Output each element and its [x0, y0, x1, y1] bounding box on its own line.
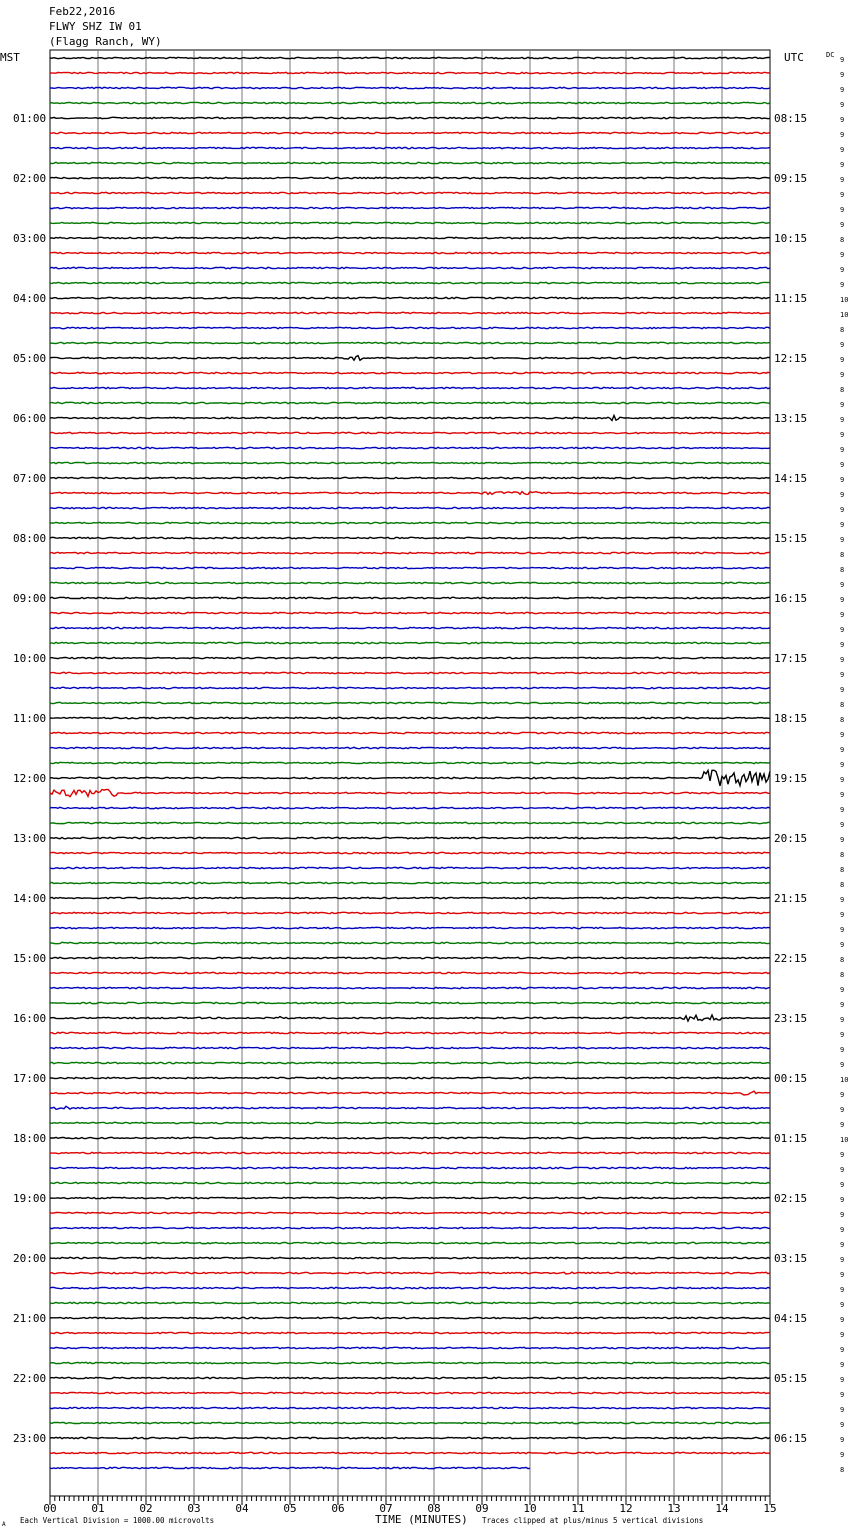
seismic-trace [50, 807, 770, 808]
seismic-trace [50, 1332, 770, 1333]
seismic-trace [50, 972, 770, 973]
seismic-trace [50, 447, 770, 448]
seismic-trace [50, 312, 770, 313]
dc-value: 9 [840, 281, 845, 289]
utc-hour-label: 23:15 [774, 1012, 808, 1025]
dc-value: 9 [840, 1421, 845, 1429]
seismic-trace [50, 356, 770, 361]
x-tick-label: 01 [91, 1502, 105, 1515]
dc-value: 9 [840, 521, 845, 529]
seismic-trace [50, 1002, 770, 1003]
seismic-trace [50, 1137, 770, 1138]
dc-value: 9 [840, 746, 845, 754]
utc-hour-label: 00:15 [774, 1072, 808, 1085]
dc-value: 9 [840, 206, 845, 214]
dc-value: 9 [840, 626, 845, 634]
dc-value: 9 [840, 221, 845, 229]
dc-value: 9 [840, 761, 845, 769]
x-tick-label: 04 [235, 1502, 249, 1515]
seismic-trace [50, 627, 770, 628]
mst-hour-label: 21:00 [13, 1312, 47, 1325]
seismic-trace [50, 1091, 770, 1095]
dc-value: 8 [840, 956, 845, 964]
seismic-trace [50, 1212, 770, 1213]
seismic-trace [50, 1287, 770, 1288]
dc-value: 9 [840, 1001, 845, 1009]
seismic-trace [50, 267, 770, 268]
dc-value: 9 [840, 401, 845, 409]
seismic-trace [50, 1106, 770, 1109]
dc-value: 9 [840, 1346, 845, 1354]
seismic-trace [50, 252, 770, 253]
dc-label: DC [826, 51, 835, 59]
seismic-trace [50, 702, 770, 703]
dc-value: 9 [840, 836, 845, 844]
dc-value: 9 [840, 1391, 845, 1399]
dc-value: 9 [840, 71, 845, 79]
dc-value: 9 [840, 1451, 845, 1459]
utc-hour-label: 15:15 [774, 532, 808, 545]
seismic-trace [50, 1015, 770, 1021]
seismic-trace [50, 717, 770, 718]
seismic-trace [50, 432, 770, 433]
dc-value: 9 [840, 641, 845, 649]
dc-value: 8 [840, 551, 845, 559]
seismic-trace [50, 492, 770, 495]
seismic-trace [50, 327, 770, 328]
seismic-trace [50, 297, 770, 298]
seismic-trace [50, 1317, 770, 1318]
dc-value: 9 [840, 1046, 845, 1054]
dc-value: 9 [840, 596, 845, 604]
seismic-trace [50, 1062, 770, 1063]
seismic-trace [50, 87, 770, 88]
utc-hour-label: 19:15 [774, 772, 808, 785]
seismic-trace [50, 1272, 770, 1274]
x-tick-label: 13 [667, 1502, 681, 1515]
dc-value: 9 [840, 161, 845, 169]
dc-value: 9 [840, 1271, 845, 1279]
seismic-trace [50, 1032, 770, 1033]
mst-hour-label: 15:00 [13, 952, 47, 965]
utc-hour-label: 09:15 [774, 172, 808, 185]
seismic-trace [50, 867, 770, 868]
seismic-trace [50, 372, 770, 373]
dc-value: 9 [840, 791, 845, 799]
dc-value: 9 [840, 686, 845, 694]
dc-value: 9 [840, 101, 845, 109]
mst-hour-label: 08:00 [13, 532, 47, 545]
seismic-trace [50, 657, 770, 658]
mst-hour-label: 22:00 [13, 1372, 47, 1385]
seismic-trace [50, 1257, 770, 1258]
dc-value: 9 [840, 341, 845, 349]
dc-value: 9 [840, 1211, 845, 1219]
dc-value: 9 [840, 1181, 845, 1189]
x-tick-label: 12 [619, 1502, 633, 1515]
x-tick-label: 10 [523, 1502, 537, 1515]
seismic-trace [50, 1302, 770, 1303]
utc-hour-label: 16:15 [774, 592, 808, 605]
dc-value: 8 [840, 701, 845, 709]
seismic-trace [50, 192, 770, 193]
seismic-trace [50, 957, 770, 958]
seismic-trace [50, 507, 770, 508]
seismic-trace [50, 177, 770, 178]
dc-value: 9 [840, 806, 845, 814]
dc-value: 9 [840, 446, 845, 454]
seismic-trace [50, 162, 770, 163]
dc-value: 9 [840, 251, 845, 259]
seismic-trace [50, 222, 770, 223]
utc-hour-label: 20:15 [774, 832, 808, 845]
dc-value: 9 [840, 1286, 845, 1294]
seismic-trace [50, 522, 770, 523]
seismic-trace [50, 790, 770, 797]
x-tick-label: 06 [331, 1502, 345, 1515]
seismic-trace [50, 762, 770, 763]
mst-hour-label: 01:00 [13, 112, 47, 125]
x-tick-label: 03 [187, 1502, 201, 1515]
dc-value: 9 [840, 611, 845, 619]
dc-value: 9 [840, 1361, 845, 1369]
dc-value: 9 [840, 86, 845, 94]
utc-hour-label: 22:15 [774, 952, 808, 965]
dc-value: 9 [840, 191, 845, 199]
utc-hour-label: 01:15 [774, 1132, 808, 1145]
seismic-trace [50, 1077, 770, 1078]
seismic-trace [50, 132, 770, 133]
seismic-trace [50, 927, 770, 928]
mst-hour-label: 09:00 [13, 592, 47, 605]
utc-hour-label: 18:15 [774, 712, 808, 725]
dc-value: 9 [840, 1376, 845, 1384]
dc-value: 9 [840, 896, 845, 904]
seismic-trace [50, 912, 770, 913]
seismic-trace [50, 1347, 770, 1348]
mst-hour-label: 17:00 [13, 1072, 47, 1085]
seismic-trace [50, 1182, 770, 1183]
seismic-trace [50, 1197, 770, 1198]
x-tick-label: 00 [43, 1502, 57, 1515]
seismic-trace [50, 612, 770, 613]
seismic-trace [50, 882, 770, 883]
seismic-trace [50, 552, 770, 553]
seismic-trace [50, 1407, 770, 1408]
seismic-trace [50, 147, 770, 148]
seismic-trace [50, 1392, 770, 1393]
mst-hour-label: 18:00 [13, 1132, 47, 1145]
seismic-trace [50, 102, 770, 103]
plot-date: Feb22,2016 [49, 5, 116, 18]
mst-hour-label: 02:00 [13, 172, 47, 185]
seismic-trace [50, 897, 770, 898]
dc-value: 9 [840, 491, 845, 499]
seismic-trace [50, 1452, 770, 1453]
x-tick-label: 11 [571, 1502, 585, 1515]
dc-value: 9 [840, 416, 845, 424]
x-tick-label: 14 [715, 1502, 729, 1515]
corner-mark: A [2, 1521, 6, 1528]
dc-value: 9 [840, 536, 845, 544]
dc-value: 9 [840, 461, 845, 469]
seismic-trace [50, 416, 770, 421]
seismic-trace [50, 402, 770, 403]
seismic-trace [50, 282, 770, 283]
seismic-trace [50, 537, 770, 538]
seismic-trace [50, 1242, 770, 1243]
dc-value: 9 [840, 506, 845, 514]
dc-value: 9 [840, 986, 845, 994]
dc-value: 9 [840, 731, 845, 739]
mst-hour-label: 10:00 [13, 652, 47, 665]
dc-value: 8 [840, 1466, 845, 1474]
dc-value: 8 [840, 236, 845, 244]
dc-value: 9 [840, 266, 845, 274]
dc-value: 10 [840, 1076, 849, 1084]
x-axis-title: TIME (MINUTES) [375, 1513, 468, 1526]
mst-hour-label: 19:00 [13, 1192, 47, 1205]
mst-hour-label: 04:00 [13, 292, 47, 305]
dc-value: 9 [840, 176, 845, 184]
utc-hour-label: 14:15 [774, 472, 808, 485]
seismic-trace [50, 1377, 770, 1378]
mst-hour-label: 20:00 [13, 1252, 47, 1265]
x-tick-label: 07 [379, 1502, 393, 1515]
dc-value: 9 [840, 1301, 845, 1309]
utc-hour-label: 17:15 [774, 652, 808, 665]
dc-value: 8 [840, 716, 845, 724]
dc-value: 10 [840, 311, 849, 319]
x-tick-label: 02 [139, 1502, 153, 1515]
utc-hour-label: 02:15 [774, 1192, 808, 1205]
seismic-trace [50, 57, 770, 58]
seismic-trace [50, 1362, 770, 1363]
seismic-trace [50, 1047, 770, 1048]
dc-value: 9 [840, 431, 845, 439]
seismic-trace [50, 597, 770, 598]
station-code: FLWY SHZ IW 01 [49, 20, 142, 33]
dc-value: 9 [840, 1166, 845, 1174]
dc-value: 9 [840, 1031, 845, 1039]
dc-value: 9 [840, 1151, 845, 1159]
seismic-trace [50, 1227, 770, 1228]
x-tick-label: 09 [475, 1502, 489, 1515]
dc-value: 9 [840, 656, 845, 664]
mst-axis-label: MST [0, 51, 20, 64]
mst-hour-label: 16:00 [13, 1012, 47, 1025]
dc-value: 9 [840, 1226, 845, 1234]
seismic-trace [50, 822, 770, 823]
x-tick-label: 08 [427, 1502, 441, 1515]
dc-value: 9 [840, 776, 845, 784]
dc-value: 9 [840, 926, 845, 934]
dc-value: 9 [840, 1436, 845, 1444]
dc-value: 9 [840, 821, 845, 829]
dc-value: 9 [840, 1121, 845, 1129]
utc-hour-label: 12:15 [774, 352, 808, 365]
seismic-trace [50, 387, 770, 388]
dc-value: 9 [840, 1091, 845, 1099]
scale-note: Each Vertical Division = 1000.00 microvolts [20, 1516, 215, 1525]
seismic-trace [50, 207, 770, 208]
seismic-trace [50, 837, 770, 838]
seismic-trace [50, 642, 770, 643]
seismic-trace [50, 342, 770, 343]
seismic-trace [50, 72, 770, 73]
mst-hour-label: 13:00 [13, 832, 47, 845]
mst-hour-label: 11:00 [13, 712, 47, 725]
utc-hour-label: 06:15 [774, 1432, 808, 1445]
seismic-trace [50, 117, 770, 118]
dc-value: 10 [840, 1136, 849, 1144]
seismic-trace [50, 770, 770, 786]
seismic-trace [50, 852, 770, 853]
mst-hour-label: 14:00 [13, 892, 47, 905]
dc-value: 9 [840, 1316, 845, 1324]
utc-hour-label: 11:15 [774, 292, 808, 305]
dc-value: 8 [840, 881, 845, 889]
dc-value: 9 [840, 1196, 845, 1204]
seismic-trace [50, 747, 770, 748]
seismic-trace [50, 942, 770, 943]
dc-value: 9 [840, 1106, 845, 1114]
seismic-trace [50, 1437, 770, 1438]
utc-hour-label: 08:15 [774, 112, 808, 125]
mst-hour-label: 07:00 [13, 472, 47, 485]
dc-value: 9 [840, 371, 845, 379]
seismic-trace [50, 1152, 770, 1153]
seismic-trace [50, 477, 770, 478]
dc-value: 8 [840, 566, 845, 574]
dc-value: 8 [840, 386, 845, 394]
x-tick-label: 15 [763, 1502, 777, 1515]
dc-value: 8 [840, 866, 845, 874]
utc-axis-label: UTC [784, 51, 804, 64]
dc-value: 9 [840, 581, 845, 589]
dc-value: 9 [840, 941, 845, 949]
dc-value: 9 [840, 1256, 845, 1264]
mst-hour-label: 06:00 [13, 412, 47, 425]
mst-hour-label: 12:00 [13, 772, 47, 785]
seismic-trace [50, 987, 770, 988]
mst-hour-label: 03:00 [13, 232, 47, 245]
utc-hour-label: 05:15 [774, 1372, 808, 1385]
seismic-trace [50, 567, 770, 568]
seismic-trace [50, 672, 770, 673]
utc-hour-label: 13:15 [774, 412, 808, 425]
dc-value: 9 [840, 1241, 845, 1249]
dc-value: 9 [840, 356, 845, 364]
dc-value: 9 [840, 1061, 845, 1069]
clip-note: Traces clipped at plus/minus 5 vertical divisions [482, 1516, 704, 1525]
dc-value: 9 [840, 1406, 845, 1414]
dc-value: 9 [840, 146, 845, 154]
mst-hour-label: 23:00 [13, 1432, 47, 1445]
seismic-trace [50, 237, 770, 238]
seismic-trace [50, 1122, 770, 1123]
seismic-trace [50, 687, 770, 688]
dc-value: 9 [840, 131, 845, 139]
station-location: (Flagg Ranch, WY) [49, 35, 162, 48]
dc-value: 9 [840, 116, 845, 124]
dc-value: 9 [840, 476, 845, 484]
dc-value: 9 [840, 671, 845, 679]
x-tick-label: 05 [283, 1502, 297, 1515]
utc-hour-label: 10:15 [774, 232, 808, 245]
dc-value: 10 [840, 296, 849, 304]
dc-value: 8 [840, 851, 845, 859]
dc-value: 8 [840, 971, 845, 979]
seismic-trace [50, 582, 770, 583]
dc-value: 8 [840, 326, 845, 334]
dc-value: 9 [840, 1331, 845, 1339]
utc-hour-label: 21:15 [774, 892, 808, 905]
seismic-trace [50, 462, 770, 463]
utc-hour-label: 04:15 [774, 1312, 808, 1325]
mst-hour-label: 05:00 [13, 352, 47, 365]
dc-value: 9 [840, 56, 845, 64]
dc-value: 9 [840, 911, 845, 919]
utc-hour-label: 03:15 [774, 1252, 808, 1265]
dc-value: 9 [840, 1016, 845, 1024]
seismic-trace [50, 1167, 770, 1168]
seismic-trace [50, 732, 770, 733]
seismic-trace [50, 1422, 770, 1423]
